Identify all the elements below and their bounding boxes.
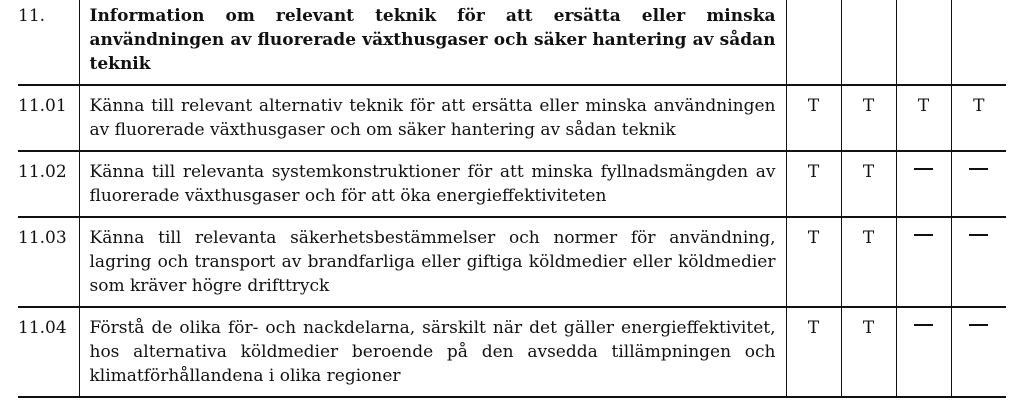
section-number: 11. [18,0,79,85]
table-row [18,217,1006,307]
row-number: 11.01 [18,85,79,151]
mark-cell [951,0,1006,85]
mark-cell [896,307,951,397]
row-number: 11.02 [18,151,79,217]
dash-mark [969,168,988,170]
mark-cell [951,307,1006,397]
table-row [18,307,1006,397]
mark-cell: T [841,151,896,217]
mark-cell: T [786,151,841,217]
mark-cell: T [896,85,951,151]
dash-mark [914,168,933,170]
section-title: Information om relevant teknik för att ersätta eller minska användningen av fluorerade växthusgaser och säker hantering av sådan teknik [79,0,786,85]
mark-cell: T [951,85,1006,151]
row-description: Känna till relevanta systemkonstruktioner för att minska fyllnadsmängden av fluorerade växthusgaser och för att öka energieffektiviteten [79,151,786,217]
row-description: Känna till relevanta säkerhetsbestämmelser och normer för användning, lagring och transport av brandfarliga eller giftiga köldmedier eller köldmedier som kräver högre drifttryck [79,217,786,307]
dash-mark [969,234,988,236]
dash-mark [914,234,933,236]
mark-cell [841,0,896,85]
mark-cell: T [841,217,896,307]
mark-cell [896,0,951,85]
row-number: 11.03 [18,217,79,307]
mark-cell [786,0,841,85]
mark-cell [896,151,951,217]
row-description: Känna till relevant alternativ teknik för att ersätta eller minska användningen av fluorerade växthusgaser och om säker hantering av sådan teknik [79,85,786,151]
row-description: Förstå de olika för- och nackdelarna, särskilt när det gäller energieffektivitet, hos alternativa köldmedier beroende på den avsedda tillämpningen och klimatförhållandena i olika regioner [79,307,786,397]
table-row [18,85,1006,151]
mark-cell [951,217,1006,307]
mark-cell: T [841,85,896,151]
mark-cell [951,151,1006,217]
section-header-row [18,0,1006,85]
mark-cell [896,217,951,307]
dash-mark [969,324,988,326]
dash-mark [914,324,933,326]
table-row [18,151,1006,217]
mark-cell: T [786,307,841,397]
requirements-table [18,0,1006,398]
mark-cell: T [786,217,841,307]
mark-cell: T [786,85,841,151]
mark-cell: T [841,307,896,397]
row-number: 11.04 [18,307,79,397]
